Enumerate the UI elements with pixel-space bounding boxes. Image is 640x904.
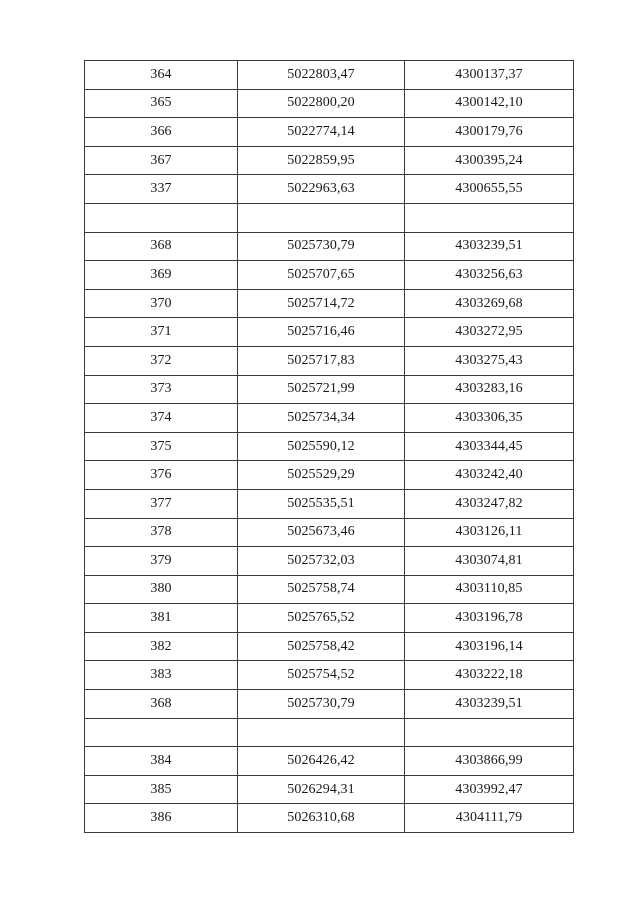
- table-row: [85, 718, 574, 747]
- y-coordinate-cell: 4303992,47: [405, 775, 574, 804]
- y-coordinate-cell: [405, 203, 574, 232]
- x-coordinate-cell: 5026310,68: [238, 804, 405, 833]
- table-row: [85, 489, 574, 518]
- x-coordinate-cell: 5025754,52: [238, 661, 405, 690]
- x-coordinate-cell: 5025716,46: [238, 318, 405, 347]
- y-coordinate-cell: 4303306,35: [405, 404, 574, 433]
- point-number-cell: [85, 718, 238, 747]
- y-coordinate-cell: 4303126,11: [405, 518, 574, 547]
- x-coordinate-cell: 5025717,83: [238, 346, 405, 375]
- point-number-cell: 374: [85, 404, 238, 433]
- y-coordinate-cell: 4303222,18: [405, 661, 574, 690]
- point-number-cell: 384: [85, 747, 238, 776]
- table-row: [85, 432, 574, 461]
- x-coordinate-cell: 5022800,20: [238, 89, 405, 118]
- y-coordinate-cell: 4303275,43: [405, 346, 574, 375]
- point-number-cell: 364: [85, 61, 238, 90]
- table-row: [85, 232, 574, 261]
- point-number-cell: 381: [85, 604, 238, 633]
- table-row: [85, 346, 574, 375]
- x-coordinate-cell: [238, 203, 405, 232]
- y-coordinate-cell: 4300179,76: [405, 118, 574, 147]
- x-coordinate-cell: 5022803,47: [238, 61, 405, 90]
- x-coordinate-cell: 5025734,34: [238, 404, 405, 433]
- point-number-cell: 385: [85, 775, 238, 804]
- table-row: [85, 575, 574, 604]
- table-row: [85, 289, 574, 318]
- y-coordinate-cell: [405, 718, 574, 747]
- point-number-cell: 382: [85, 632, 238, 661]
- table-row: [85, 203, 574, 232]
- y-coordinate-cell: 4300395,24: [405, 146, 574, 175]
- y-coordinate-cell: 4303110,85: [405, 575, 574, 604]
- table-row: [85, 775, 574, 804]
- table-row: [85, 604, 574, 633]
- table-row: [85, 146, 574, 175]
- y-coordinate-cell: 4300655,55: [405, 175, 574, 204]
- coordinates-table: [84, 60, 574, 833]
- table-row: [85, 804, 574, 833]
- x-coordinate-cell: 5025758,74: [238, 575, 405, 604]
- table-row: [85, 518, 574, 547]
- y-coordinate-cell: 4303074,81: [405, 547, 574, 576]
- point-number-cell: 366: [85, 118, 238, 147]
- x-coordinate-cell: [238, 718, 405, 747]
- x-coordinate-cell: 5026294,31: [238, 775, 405, 804]
- y-coordinate-cell: 4303239,51: [405, 232, 574, 261]
- point-number-cell: 376: [85, 461, 238, 490]
- y-coordinate-cell: 4300142,10: [405, 89, 574, 118]
- table-row: [85, 175, 574, 204]
- table-row: [85, 118, 574, 147]
- point-number-cell: 379: [85, 547, 238, 576]
- x-coordinate-cell: 5022859,95: [238, 146, 405, 175]
- point-number-cell: 369: [85, 261, 238, 290]
- x-coordinate-cell: 5022963,63: [238, 175, 405, 204]
- x-coordinate-cell: 5026426,42: [238, 747, 405, 776]
- table-row: [85, 461, 574, 490]
- point-number-cell: 383: [85, 661, 238, 690]
- x-coordinate-cell: 5022774,14: [238, 118, 405, 147]
- y-coordinate-cell: 4303866,99: [405, 747, 574, 776]
- point-number-cell: 386: [85, 804, 238, 833]
- point-number-cell: 370: [85, 289, 238, 318]
- x-coordinate-cell: 5025732,03: [238, 547, 405, 576]
- y-coordinate-cell: 4303269,68: [405, 289, 574, 318]
- point-number-cell: 368: [85, 690, 238, 719]
- point-number-cell: 371: [85, 318, 238, 347]
- y-coordinate-cell: 4304111,79: [405, 804, 574, 833]
- y-coordinate-cell: 4303283,16: [405, 375, 574, 404]
- point-number-cell: 372: [85, 346, 238, 375]
- point-number-cell: [85, 203, 238, 232]
- table-row: [85, 261, 574, 290]
- table-row: [85, 661, 574, 690]
- point-number-cell: 365: [85, 89, 238, 118]
- y-coordinate-cell: 4300137,37: [405, 61, 574, 90]
- y-coordinate-cell: 4303196,14: [405, 632, 574, 661]
- y-coordinate-cell: 4303256,63: [405, 261, 574, 290]
- point-number-cell: 375: [85, 432, 238, 461]
- x-coordinate-cell: 5025590,12: [238, 432, 405, 461]
- x-coordinate-cell: 5025673,46: [238, 518, 405, 547]
- table-row: [85, 61, 574, 90]
- x-coordinate-cell: 5025529,29: [238, 461, 405, 490]
- y-coordinate-cell: 4303196,78: [405, 604, 574, 633]
- point-number-cell: 377: [85, 489, 238, 518]
- x-coordinate-cell: 5025721,99: [238, 375, 405, 404]
- x-coordinate-cell: 5025765,52: [238, 604, 405, 633]
- y-coordinate-cell: 4303242,40: [405, 461, 574, 490]
- table-row: [85, 89, 574, 118]
- table-row: [85, 547, 574, 576]
- y-coordinate-cell: 4303239,51: [405, 690, 574, 719]
- point-number-cell: 337: [85, 175, 238, 204]
- coordinates-table-body: [85, 61, 574, 833]
- x-coordinate-cell: 5025535,51: [238, 489, 405, 518]
- x-coordinate-cell: 5025714,72: [238, 289, 405, 318]
- x-coordinate-cell: 5025730,79: [238, 690, 405, 719]
- table-row: [85, 375, 574, 404]
- x-coordinate-cell: 5025758,42: [238, 632, 405, 661]
- point-number-cell: 367: [85, 146, 238, 175]
- x-coordinate-cell: 5025730,79: [238, 232, 405, 261]
- point-number-cell: 373: [85, 375, 238, 404]
- table-row: [85, 747, 574, 776]
- point-number-cell: 380: [85, 575, 238, 604]
- table-row: [85, 632, 574, 661]
- x-coordinate-cell: 5025707,65: [238, 261, 405, 290]
- table-row: [85, 404, 574, 433]
- y-coordinate-cell: 4303247,82: [405, 489, 574, 518]
- y-coordinate-cell: 4303272,95: [405, 318, 574, 347]
- table-row: [85, 318, 574, 347]
- point-number-cell: 378: [85, 518, 238, 547]
- point-number-cell: 368: [85, 232, 238, 261]
- table-row: [85, 690, 574, 719]
- y-coordinate-cell: 4303344,45: [405, 432, 574, 461]
